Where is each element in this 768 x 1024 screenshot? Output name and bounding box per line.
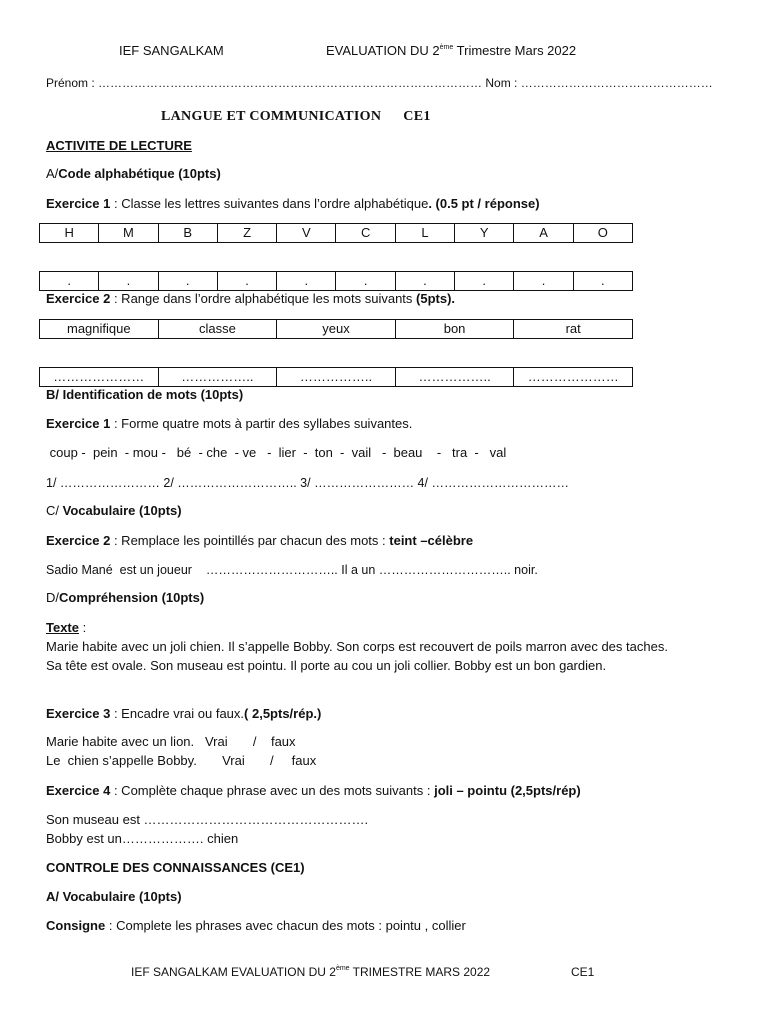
word-cell: bon bbox=[395, 320, 514, 339]
answer-cell[interactable]: . bbox=[455, 272, 514, 291]
header-evaluation bbox=[326, 43, 576, 59]
reading-text: Marie habite avec un joli chien. Il s’appelle Bobby. Son corps est recouvert de poils marron avec des taches. Sa tête est ovale. Son museau est pointu. Il porte au cou un joli collier. Bobby est un bon gardien. bbox=[46, 639, 668, 673]
ex4-text: : Complète chaque phrase avec un des mots suivants : bbox=[110, 783, 435, 798]
answer-cell[interactable]: . bbox=[40, 272, 99, 291]
ex1-instruction bbox=[46, 196, 540, 212]
ex1b-label: Exercice 1 bbox=[46, 416, 111, 431]
prenom-field: …………………………………………………………………………………… bbox=[98, 76, 483, 90]
consigne-label: Consigne bbox=[46, 918, 106, 933]
ex2-label: Exercice 2 bbox=[46, 291, 111, 306]
answer-cell[interactable]: . bbox=[514, 272, 573, 291]
footer-level: CE1 bbox=[571, 965, 595, 979]
ex4-words: joli – pointu (2,5pts/rép) bbox=[434, 783, 581, 798]
letter-cell: H bbox=[40, 224, 99, 243]
answer-cell[interactable]: . bbox=[573, 272, 632, 291]
vocab-heading bbox=[46, 503, 182, 519]
ex1b-instruction bbox=[46, 416, 412, 432]
letters-answer-table bbox=[39, 271, 633, 291]
ex2b-words: teint –célèbre bbox=[389, 533, 474, 548]
words-row bbox=[40, 320, 633, 339]
footer-left: IEF SANGALKAM EVALUATION DU 2 bbox=[131, 965, 336, 979]
ex1-sep: : bbox=[110, 196, 118, 211]
true-false-line-1[interactable]: Marie habite avec un lion. Vrai / faux bbox=[46, 734, 296, 749]
answer-cell[interactable]: . bbox=[217, 272, 276, 291]
ex2-instruction bbox=[46, 291, 455, 307]
ex3-instruction bbox=[46, 706, 321, 722]
letter-cell: M bbox=[99, 224, 158, 243]
consigne-text: : Complete les phrases avec chacun des mots : pointu , collier bbox=[105, 918, 466, 933]
answer-cell[interactable]: . bbox=[158, 272, 217, 291]
answer-cell[interactable]: . bbox=[336, 272, 395, 291]
word-cell: magnifique bbox=[40, 320, 159, 339]
footer-sup: ème bbox=[335, 965, 350, 972]
ex3-label: Exercice 3 bbox=[46, 706, 111, 721]
answer-cell[interactable]: . bbox=[277, 272, 336, 291]
header-eval-suffix: Trimestre Mars 2022 bbox=[453, 43, 577, 58]
comprehension-heading bbox=[46, 590, 204, 606]
ex2b-instruction bbox=[46, 533, 473, 549]
letters-table bbox=[39, 223, 633, 243]
ex2b-label: Exercice 2 bbox=[46, 533, 111, 548]
letters-row bbox=[40, 224, 633, 243]
letter-cell: Z bbox=[217, 224, 276, 243]
texte-sep: : bbox=[79, 620, 87, 635]
word-answer-cell[interactable]: …………….. bbox=[277, 368, 396, 387]
consigne-line bbox=[46, 918, 466, 934]
letter-cell: B bbox=[158, 224, 217, 243]
identification-heading: B/ Identification de mots (10pts) bbox=[46, 387, 244, 402]
ex4-instruction bbox=[46, 783, 581, 799]
word-answer-cell[interactable]: …………….. bbox=[158, 368, 277, 387]
word-answer-cell[interactable]: ………………… bbox=[40, 368, 159, 387]
texte-label: Texte bbox=[46, 620, 79, 635]
nom-field: ………………………………………… bbox=[520, 76, 713, 90]
answer-cell[interactable]: . bbox=[395, 272, 454, 291]
prenom-label: Prénom : bbox=[46, 76, 99, 90]
code-heading bbox=[46, 166, 221, 182]
ex2b-text: : Remplace les pointillés par chacun des mots : bbox=[110, 533, 390, 548]
code-prefix: A/ bbox=[46, 166, 59, 181]
letter-cell: C bbox=[336, 224, 395, 243]
lecture-heading: ACTIVITE DE LECTURE bbox=[46, 138, 192, 153]
words-answer-row bbox=[40, 368, 633, 387]
header-eval-sup: ème bbox=[439, 44, 454, 51]
footer-text bbox=[131, 964, 490, 980]
words-answer-line[interactable]: 1/ …………………… 2/ ……………………….. 3/ …………………… 4/ …………………………… bbox=[46, 476, 569, 490]
letter-cell: O bbox=[573, 224, 632, 243]
level-title: CE1 bbox=[403, 109, 431, 124]
ex4-line-1[interactable]: Son museau est ……………………………………………. bbox=[46, 812, 369, 827]
ex1-points: . (0.5 pt / réponse) bbox=[428, 196, 540, 211]
ex2-text: : Range dans l’ordre alphabétique les mots suivants bbox=[110, 291, 417, 306]
ex4-line-2[interactable]: Bobby est un………………. chien bbox=[46, 831, 239, 846]
words-answer-table bbox=[39, 367, 633, 387]
word-answer-cell[interactable]: …………….. bbox=[395, 368, 514, 387]
comp-label: Compréhension (10pts) bbox=[59, 590, 205, 605]
ex3-points: ( 2,5pts/rép.) bbox=[244, 706, 322, 721]
identity-line bbox=[46, 75, 713, 91]
vocab-prefix: C/ bbox=[46, 503, 63, 518]
ex1-text: Classe les lettres suivantes dans l’ordre alphabétique bbox=[117, 196, 429, 211]
subject-title: LANGUE ET COMMUNICATION bbox=[161, 109, 382, 124]
comp-prefix: D/ bbox=[46, 590, 59, 605]
page-title bbox=[161, 109, 431, 125]
ex4-label: Exercice 4 bbox=[46, 783, 111, 798]
letter-cell: Y bbox=[455, 224, 514, 243]
controle-vocab-heading: A/ Vocabulaire (10pts) bbox=[46, 889, 182, 904]
letters-answer-row bbox=[40, 272, 633, 291]
ex1-label: Exercice 1 bbox=[46, 196, 111, 211]
words-table bbox=[39, 319, 633, 339]
word-cell: rat bbox=[514, 320, 633, 339]
vocab-label: Vocabulaire (10pts) bbox=[62, 503, 182, 518]
ex3-text: : Encadre vrai ou faux. bbox=[110, 706, 245, 721]
word-answer-cell[interactable]: ………………… bbox=[514, 368, 633, 387]
footer-middle: TRIMESTRE MARS 2022 bbox=[349, 965, 491, 979]
syllables-line: coup - pein - mou - bé - che - ve - lier - ton - vail - beau - tra - val bbox=[46, 445, 507, 460]
letter-cell: L bbox=[395, 224, 454, 243]
word-cell: yeux bbox=[277, 320, 396, 339]
ex2-points: (5pts). bbox=[416, 291, 456, 306]
letter-cell: A bbox=[514, 224, 573, 243]
controle-heading: CONTROLE DES CONNAISSANCES (CE1) bbox=[46, 860, 305, 875]
header-eval-prefix: EVALUATION DU 2 bbox=[326, 43, 440, 58]
ex1b-text: : Forme quatre mots à partir des syllabes suivantes. bbox=[110, 416, 413, 431]
header-school: IEF SANGALKAM bbox=[119, 43, 224, 58]
code-label: Code alphabétique (10pts) bbox=[58, 166, 221, 181]
sadio-sentence[interactable]: Sadio Mané est un joueur ………………………….. Il a un ………………………….. noir. bbox=[46, 563, 538, 577]
word-cell: classe bbox=[158, 320, 277, 339]
true-false-line-2[interactable]: Le chien s’appelle Bobby. Vrai / faux bbox=[46, 753, 317, 768]
answer-cell[interactable]: . bbox=[99, 272, 158, 291]
nom-label: Nom : bbox=[482, 76, 521, 90]
texte-heading bbox=[46, 620, 86, 636]
letter-cell: V bbox=[277, 224, 336, 243]
